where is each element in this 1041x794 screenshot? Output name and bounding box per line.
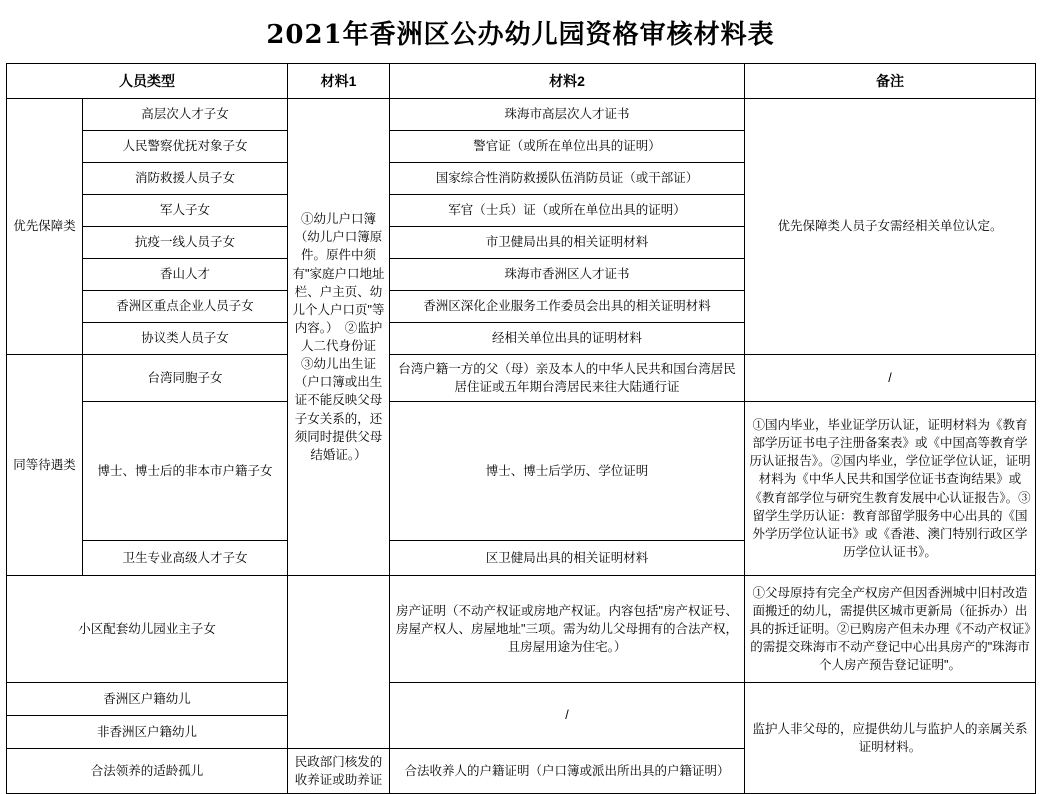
remark: ①国内毕业，毕业证学历认证，证明材料为《教育部学历证书电子注册备案表》或《中国高等教育学历认证报告》。②国内毕业，学位证学位认证，证明材料为《中华人民共和国学位证书查询结果》或《教育部学位与研究生教育发展中心认证报告》。③留学生学历认证：教育部留学服务中心出具的《国外学历学位认证书》或《香港、澳门特别行政区学历学位认证书》。 bbox=[745, 402, 1036, 576]
header-person-type: 人员类型 bbox=[7, 64, 288, 99]
header-material1: 材料1 bbox=[288, 64, 390, 99]
material2: 珠海市高层次人才证书 bbox=[390, 99, 745, 131]
remark: ①父母原持有完全产权房产但因香洲城中旧村改造面搬迁的幼儿，需提供区城市更新局（征拆办）出具的拆迁证明。②已购房产但未办理《不动产权证》的需提交珠海市不动产登记中心出具房产的"珠海市个人房产预告登记证明"。 bbox=[745, 576, 1036, 683]
person-type: 军人子女 bbox=[83, 195, 288, 227]
person-type: 非香洲区户籍幼儿 bbox=[7, 716, 288, 749]
person-type: 香洲区户籍幼儿 bbox=[7, 683, 288, 716]
material2: 合法收养人的户籍证明（户口簿或派出所出具的户籍证明） bbox=[390, 749, 745, 794]
person-type: 台湾同胞子女 bbox=[83, 355, 288, 402]
category-equal: 同等待遇类 bbox=[7, 355, 83, 576]
material2: 房产证明（不动产权证或房地产权证。内容包括"房产权证号、房屋产权人、房屋地址"三项。需为幼儿父母拥有的合法产权，且房屋用途为住宅。） bbox=[390, 576, 745, 683]
person-type: 合法领养的适龄孤儿 bbox=[7, 749, 288, 794]
table-row bbox=[7, 355, 1036, 402]
material2: 台湾户籍一方的父（母）亲及本人的中华人民共和国台湾居民居住证或五年期台湾居民来往大陆通行证 bbox=[390, 355, 745, 402]
material2: 军官（士兵）证（或所在单位出具的证明） bbox=[390, 195, 745, 227]
header-material2: 材料2 bbox=[390, 64, 745, 99]
material2: 警官证（或所在单位出具的证明） bbox=[390, 131, 745, 163]
material2: 珠海市香洲区人才证书 bbox=[390, 259, 745, 291]
person-type: 高层次人才子女 bbox=[83, 99, 288, 131]
material1-common: ①幼儿户口簿（幼儿户口簿原件。原件中须有"家庭户口地址栏、户主页、幼儿个人户口页"等内容。） ②监护人二代身份证 ③幼儿出生证（户口簿或出生证不能反映父母子女关系的，还须同时提供父母结婚证。） bbox=[288, 99, 390, 576]
table-row bbox=[7, 576, 1036, 683]
material2: 区卫健局出具的相关证明材料 bbox=[390, 541, 745, 576]
person-type: 消防救援人员子女 bbox=[83, 163, 288, 195]
category-priority: 优先保障类 bbox=[7, 99, 83, 355]
person-type: 人民警察优抚对象子女 bbox=[83, 131, 288, 163]
material1-empty bbox=[288, 576, 390, 749]
material2: 市卫健局出具的相关证明材料 bbox=[390, 227, 745, 259]
page-title: 2021年香洲区公办幼儿园资格审核材料表 bbox=[266, 20, 775, 50]
material2: 博士、博士后学历、学位证明 bbox=[390, 402, 745, 541]
material2: / bbox=[390, 683, 745, 749]
person-type: 香山人才 bbox=[83, 259, 288, 291]
remark-priority: 优先保障类人员子女需经相关单位认定。 bbox=[745, 99, 1036, 355]
header-remark: 备注 bbox=[745, 64, 1036, 99]
person-type: 卫生专业高级人才子女 bbox=[83, 541, 288, 576]
material2: 香洲区深化企业服务工作委员会出具的相关证明材料 bbox=[390, 291, 745, 323]
qualification-review-table bbox=[6, 63, 1036, 794]
person-type: 抗疫一线人员子女 bbox=[83, 227, 288, 259]
material1-orphan: 民政部门核发的收养证或助养证 bbox=[288, 749, 390, 794]
remark: / bbox=[745, 355, 1036, 402]
material2: 国家综合性消防救援队伍消防员证（或干部证） bbox=[390, 163, 745, 195]
person-type: 博士、博士后的非本市户籍子女 bbox=[83, 402, 288, 541]
remark: 监护人非父母的，应提供幼儿与监护人的亲属关系证明材料。 bbox=[745, 683, 1036, 794]
table-row bbox=[7, 683, 1036, 716]
person-type: 香洲区重点企业人员子女 bbox=[83, 291, 288, 323]
material2: 经相关单位出具的证明材料 bbox=[390, 323, 745, 355]
table-header-row bbox=[7, 64, 1036, 99]
person-type: 协议类人员子女 bbox=[83, 323, 288, 355]
table-row bbox=[7, 99, 1036, 131]
table-row bbox=[7, 402, 1036, 541]
person-type: 小区配套幼儿园业主子女 bbox=[7, 576, 288, 683]
